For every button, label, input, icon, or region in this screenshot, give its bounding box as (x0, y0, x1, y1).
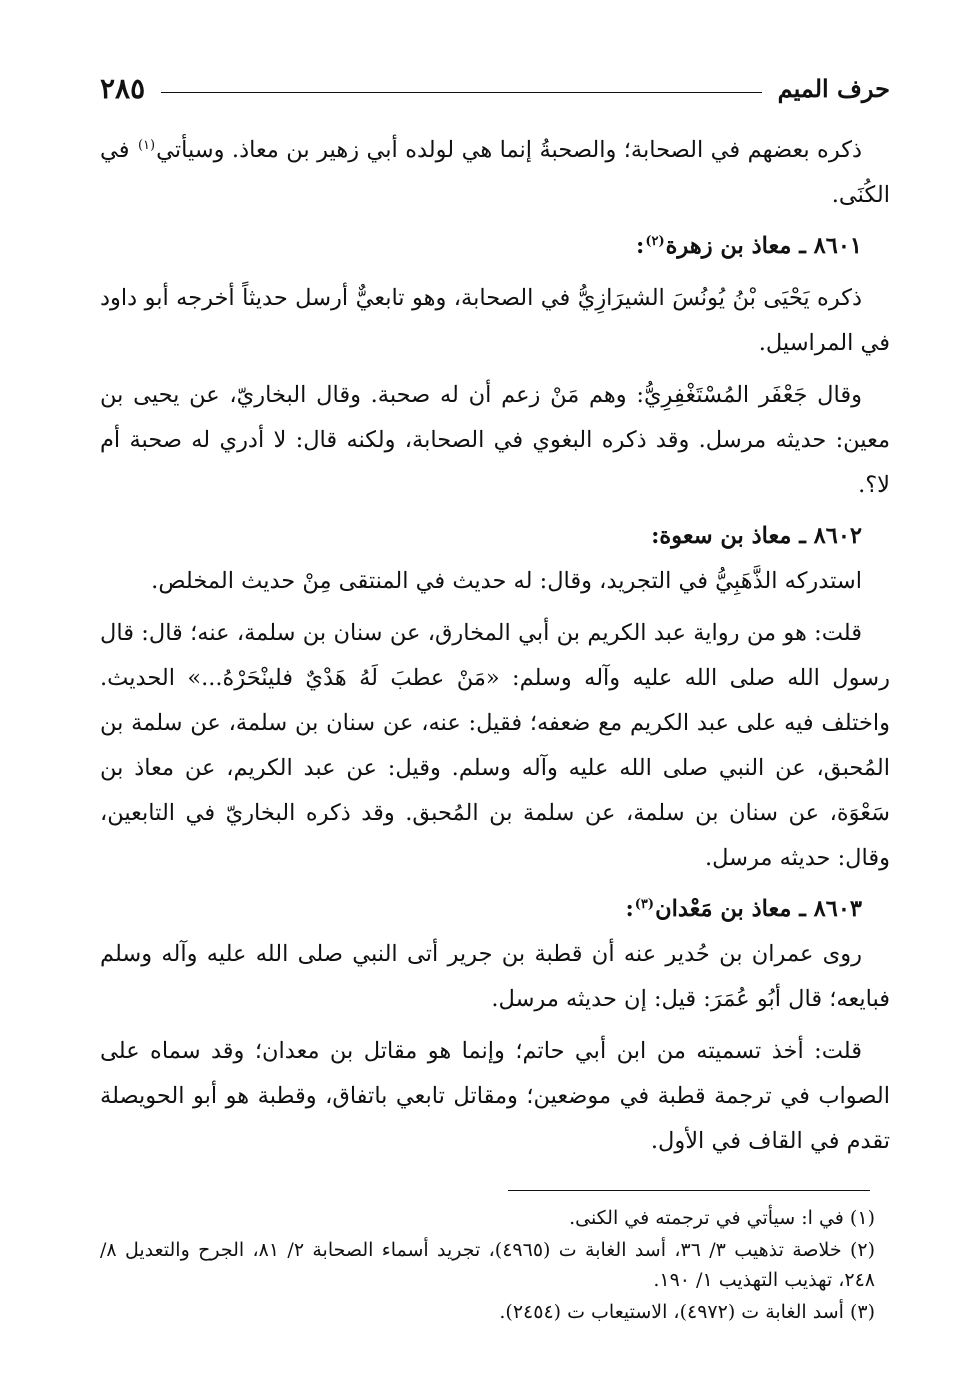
main-text (100, 128, 890, 1164)
running-title: حرف الميم (777, 73, 890, 103)
footnote: (٢) خلاصة تذهيب ٣/ ٣٦، أسد الغابة ت (٤٩٦٥)، تجريد أسماء الصحابة ٢/ ٨١، الجرح والتعديل ٨/ ٢٤٨، تهذيب التهذيب ١/ ١٩٠. (100, 1239, 876, 1291)
paragraph: ذكره بعضهم في الصحابة؛ والصحبةُ إنما هي لولده أبي زهير بن معاذ. وسيأتي$^{(١)}$ في الكُنَى. (100, 137, 890, 208)
paragraph: قلت: هو من رواية عبد الكريم بن أبي المخارق، عن سنان بن سلمة، عنه؛ قال: قال رسول الله صلى الله عليه وآله وسلم: «مَنْ عطبَ لَهُ هَدْيٌ فلينْحَرْهُ...» الحديث. واختلف فيه على عبد الكريم مع ضعفه؛ فقيل: عنه، عن سنان بن سلمة، عن سلمة بن المُحبق، عن النبي صلى الله عليه وآله وسلم. وقيل: عن عبد الكريم، عن معاذ بن سَعْوَة، عن سنان بن سلمة، عن سلمة بن المُحبق. وقد ذكره البخاريّ في التابعين، وقال: حديثه مرسل. (100, 620, 890, 871)
footnote-ref: (١) (137, 137, 156, 153)
entry-heading: ٨٦٠١ ـ معاذ بن زهرة$^{(٢)}$: (636, 233, 862, 259)
paragraph: وقال جَعْفَر المُسْتَغْفِرِيُّ: وهم مَنْ زعم أن له صحبة. وقال البخاريّ، عن يحيى بن معين: حديثه مرسل. وقد ذكره البغوي في الصحابة، ولكنه قال: لا أدري له صحبة أم لا؟. (100, 382, 890, 498)
header-rule (161, 92, 761, 93)
paragraph: روى عمران بن حُدير عنه أن قطبة بن جرير أتى النبي صلى الله عليه وآله وسلم فبايعه؛ قال أبُو عُمَرَ: قيل: إن حديثه مرسل. (100, 941, 890, 1012)
footnote-ref: (٢) (645, 233, 665, 249)
footnote-ref: (٣) (634, 896, 655, 912)
footnote: (٣) أسد الغابة ت (٤٩٧٢)، الاستيعاب ت (٢٤٥٤). (499, 1301, 875, 1323)
paragraph: استدركه الذَّهَبِيُّ في التجريد، وقال: له حديث في المنتقى مِنْ حديث المخلص. (151, 568, 862, 594)
entry-heading: ٨٦٠٣ ـ معاذ بن مَعْدان$^{(٣)}$: (625, 896, 862, 922)
entry-heading: ٨٦٠٢ ـ معاذ بن سعوة: (651, 523, 862, 549)
paragraph: ذكره يَحْيَى بْنُ يُونُسَ الشيرَازِيُّ في الصحابة، وهو تابعيٌّ أرسل حديثاً أخرجه أبو داود في المراسيل. (100, 285, 890, 356)
footnote-separator (508, 1190, 870, 1191)
page-header (100, 70, 890, 106)
footnotes (100, 1203, 875, 1329)
footnote: (١) في ا: سيأتي في ترجمته في الكنى. (569, 1207, 875, 1229)
page-number: ٢٨٥ (100, 71, 146, 105)
paragraph: قلت: أخذ تسميته من ابن أبي حاتم؛ وإنما هو مقاتل بن معدان؛ وقد سماه على الصواب في ترجمة قطبة في موضعين؛ ومقاتل تابعي باتفاق، وقطبة هو أبو الحويصلة تقدم في القاف في الأول. (100, 1038, 890, 1154)
